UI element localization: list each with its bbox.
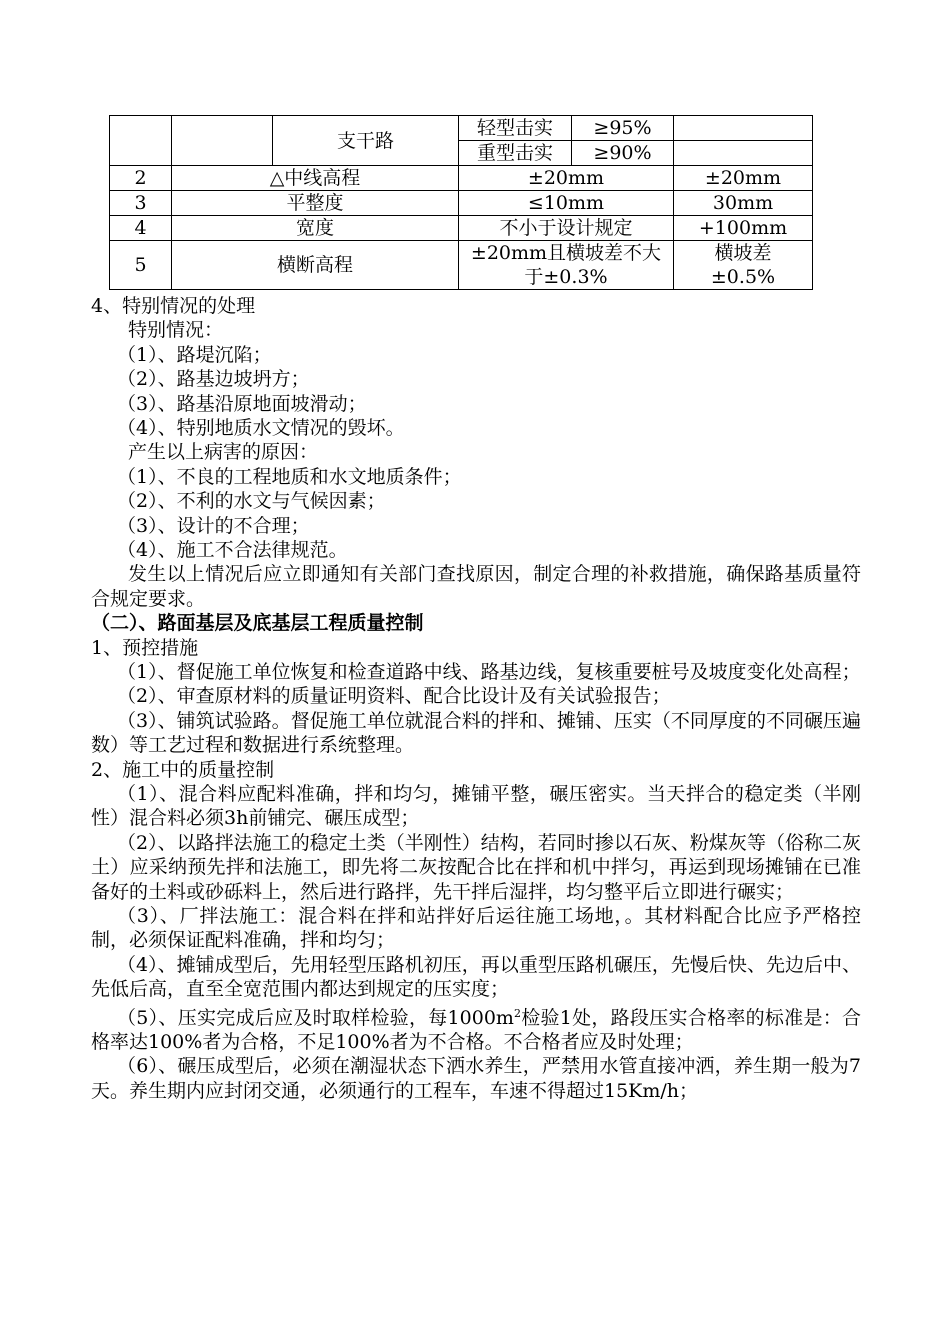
subsection-heading: 1、预控措施 [91,636,199,659]
paragraph: （6）、碾压成型后，必须在潮湿状态下洒水养生，严禁用水管直接冲洒，养生期一般为7天。养生期内应封闭交通，必须通行的工程车，车速不得超过15Km/h； [91,1055,861,1102]
table-row [110,166,813,191]
superscript: 2 [513,1006,521,1020]
row-item: 横断高程 [172,241,459,290]
row-number: 3 [110,191,172,216]
list-item: （2）、路基边坡坍方； [117,368,310,391]
paragraph-text: （5）、压实完成后应及时取样检验，每1000m [117,1006,514,1029]
table-row [110,241,813,290]
list-item: （1）、不良的工程地质和水文地质条件； [117,465,462,488]
causes-label: 产生以上病害的原因： [128,441,319,464]
paragraph-text: 检验1处，路段压实合格率的标准是：合格率达100%者为合格，不足100%者为不合格。不合格者应及时处理； [91,1006,861,1053]
branch-road-cell: 支干路 [273,116,459,166]
list-item: （4）、特别地质水文情况的毁坏。 [117,416,405,439]
quality-table [109,115,813,290]
row-requirement: ≤10mm [459,191,674,216]
heavy-compaction-cell: 重型击实 [459,141,572,166]
paragraph: （2）、审查原材料的质量证明资料、配合比设计及有关试验报告； [117,685,671,708]
paragraph [91,1002,861,1055]
list-item: （3）、路基沿原地面坡滑动； [117,392,367,415]
list-item: （2）、不利的水文与气候因素； [117,490,386,513]
row-number: 4 [110,216,172,241]
table-cell [674,141,813,166]
table-row [110,216,813,241]
table-cell [110,116,172,166]
table-cell [172,116,273,166]
special-label: 特别情况： [128,319,224,342]
table-cell [674,116,813,141]
row-value: +100mm [674,216,813,241]
list-item: （3）、设计的不合理； [117,514,310,537]
list-item: （4）、施工不合法律规范。 [117,538,348,561]
row-item: 宽度 [172,216,459,241]
section-heading: 4、特别情况的处理 [91,295,256,317]
row-item: 平整度 [172,191,459,216]
row-value: 30mm [674,191,813,216]
light-compaction-cell: 轻型击实 [459,116,572,141]
body-text [91,294,861,1103]
section-title: （二）、路面基层及底基层工程质量控制 [91,612,424,635]
row-number: 5 [110,241,172,290]
subsection-heading: 2、施工中的质量控制 [91,758,275,781]
light-value-cell: ≥95% [572,116,674,141]
conclusion-paragraph: 发生以上情况后应立即通知有关部门查找原因，制定合理的补救措施，确保路基质量符合规定要求。 [91,563,861,610]
table-row [110,191,813,216]
table-row [110,116,813,141]
row-requirement: ±20mm且横坡差不大于±0.3% [459,241,674,290]
row-item: △中线高程 [172,166,459,191]
paragraph: （4）、摊铺成型后，先用轻型压路机初压，再以重型压路机碾压，先慢后快、先边后中、先低后高，直至全宽范围内都达到规定的压实度； [91,953,861,1001]
paragraph: （2）、以路拌法施工的稳定土类（半刚性）结构，若同时掺以石灰、粉煤灰等（俗称二灰土）应采纳预先拌和法施工，即先将二灰按配合比在拌和机中拌匀，再运到现场摊铺在已准备好的土料或砂砾料上，然后进行路拌，先干拌后湿拌，均匀整平后立即进行碾实； [91,831,861,903]
heavy-value-cell: ≥90% [572,141,674,166]
row-value: ±20mm [674,166,813,191]
row-number: 2 [110,166,172,191]
row-requirement: ±20mm [459,166,674,191]
paragraph: （1）、督促施工单位恢复和检查道路中线、路基边线，复核重要桩号及坡度变化处高程； [117,660,861,683]
list-item: （1）、路堤沉陷； [117,343,272,366]
paragraph: （3）、铺筑试验路。督促施工单位就混合料的拌和、摊铺、压实（不同厚度的不同碾压遍数）等工艺过程和数据进行系统整理。 [91,709,861,757]
row-requirement: 不小于设计规定 [459,216,674,241]
paragraph: （3）、厂拌法施工：混合料在拌和站拌好后运往施工场地，。其材料配合比应予严格控制，必须保证配料准确，拌和均匀； [91,904,861,952]
paragraph: （1）、混合料应配料准确，拌和均匀，摊铺平整，碾压密实。当天拌合的稳定类（半刚性）混合料必须3h前铺完、碾压成型； [91,782,861,830]
row-value: 横坡差±0.5% [674,241,813,290]
